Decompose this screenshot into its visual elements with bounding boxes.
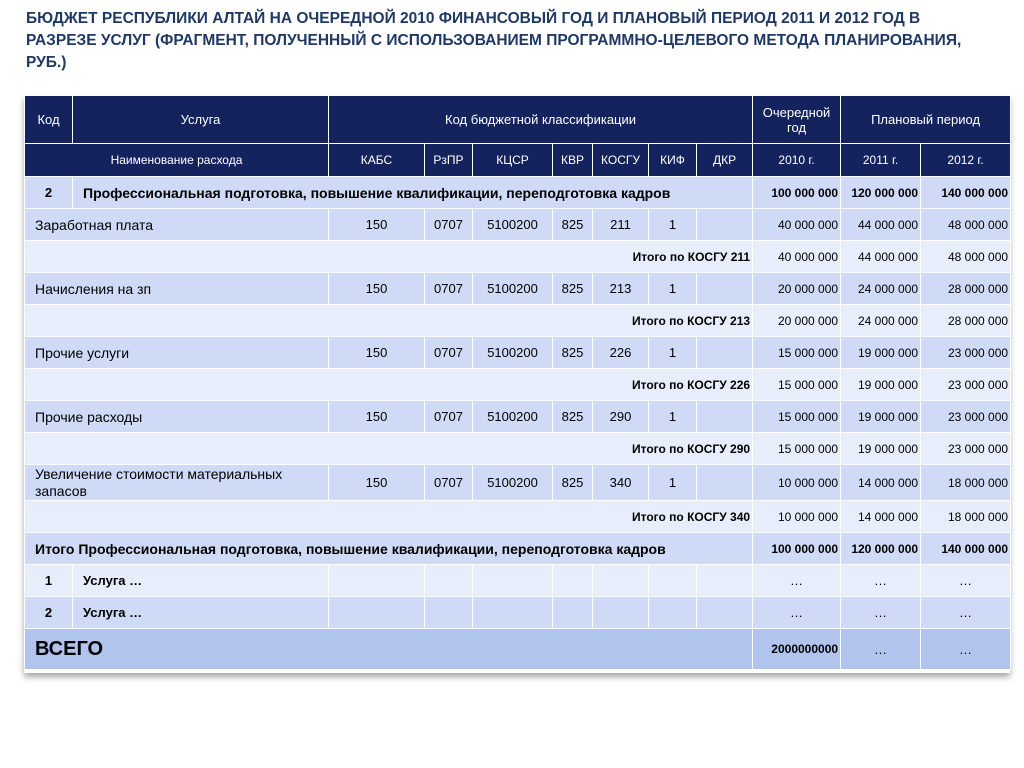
subtotal-2010: 20 000 000 (753, 305, 841, 337)
subtotal-row (25, 305, 1011, 337)
table-row (25, 401, 1011, 433)
item-2011: 19 000 000 (841, 337, 921, 369)
subtotal-2012: 48 000 000 (921, 241, 1011, 273)
item-rzpr: 0707 (425, 401, 473, 433)
header-2010: 2010 г. (753, 144, 841, 177)
service-total-2011: 120 000 000 (841, 533, 921, 565)
item-kosgu: 340 (593, 465, 649, 501)
grand-total-2012: … (921, 629, 1011, 670)
item-kif: 1 (649, 401, 697, 433)
subtotal-2010: 15 000 000 (753, 369, 841, 401)
header-dkr: ДКР (697, 144, 753, 177)
subtotal-row (25, 433, 1011, 465)
item-2011: 24 000 000 (841, 273, 921, 305)
table-row (25, 209, 1011, 241)
grand-total-2010: 2000000000 (753, 629, 841, 670)
item-kcsr: 5100200 (473, 401, 553, 433)
subtotal-label: Итого по КОСГУ 213 (25, 305, 753, 337)
item-2010: 20 000 000 (753, 273, 841, 305)
header-usluga: Услуга (73, 96, 329, 144)
header-kvr: КВР (553, 144, 593, 177)
item-name: Заработная плата (25, 209, 329, 241)
header-kod: Код (25, 96, 73, 144)
item-kabs: 150 (329, 209, 425, 241)
service-row (25, 177, 1011, 209)
service-total-row (25, 533, 1011, 565)
subtotal-2011: 19 000 000 (841, 369, 921, 401)
subtotal-2012: 28 000 000 (921, 305, 1011, 337)
subtotal-2011: 44 000 000 (841, 241, 921, 273)
empty-cell (593, 597, 649, 629)
item-kvr: 825 (553, 465, 593, 501)
budget-table (24, 95, 1011, 670)
page-title: БЮДЖЕТ РЕСПУБЛИКИ АЛТАЙ НА ОЧЕРЕДНОЙ 2010 ФИНАНСОВЫЙ ГОД И ПЛАНОВЫЙ ПЕРИОД 2011 И 2012 ГОД В РАЗРЕЗЕ УСЛУГ (ФРАГМЕНТ, ПОЛУЧЕННЫЙ С ИСПОЛЬЗОВАНИЕМ ПРОГРАММНО-ЦЕЛЕВОГО МЕТОДА ПЛАНИРОВАНИЯ, РУБ.) (26, 10, 962, 71)
empty-cell (329, 597, 425, 629)
header-kosgu: КОСГУ (593, 144, 649, 177)
item-kcsr: 5100200 (473, 273, 553, 305)
item-kvr: 825 (553, 209, 593, 241)
item-2012: 48 000 000 (921, 209, 1011, 241)
subtotal-2010: 15 000 000 (753, 433, 841, 465)
other-service-2012: … (921, 565, 1011, 597)
other-service-2011: … (841, 597, 921, 629)
item-kosgu: 290 (593, 401, 649, 433)
item-2011: 19 000 000 (841, 401, 921, 433)
item-kif: 1 (649, 209, 697, 241)
empty-cell (473, 597, 553, 629)
service-total-label: Итого Профессиональная подготовка, повышение квалификации, переподготовка кадров (25, 533, 753, 565)
item-kif: 1 (649, 465, 697, 501)
item-2010: 40 000 000 (753, 209, 841, 241)
item-dkr (697, 337, 753, 369)
other-service-code: 1 (25, 565, 73, 597)
item-2011: 44 000 000 (841, 209, 921, 241)
other-service-row (25, 597, 1011, 629)
other-service-2012: … (921, 597, 1011, 629)
header-ocherednoy: Очередной год (753, 96, 841, 144)
empty-cell (697, 597, 753, 629)
empty-cell (649, 565, 697, 597)
item-kabs: 150 (329, 337, 425, 369)
subtotal-2010: 40 000 000 (753, 241, 841, 273)
item-rzpr: 0707 (425, 465, 473, 501)
empty-cell (553, 597, 593, 629)
item-2012: 28 000 000 (921, 273, 1011, 305)
grand-total-row (25, 629, 1011, 670)
service-2011: 120 000 000 (841, 177, 921, 209)
item-dkr (697, 465, 753, 501)
item-2010: 10 000 000 (753, 465, 841, 501)
item-dkr (697, 209, 753, 241)
item-name: Увеличение стоимости материальных запасов (25, 465, 329, 501)
subtotal-row (25, 241, 1011, 273)
item-kosgu: 211 (593, 209, 649, 241)
other-service-2010: … (753, 597, 841, 629)
subtotal-label: Итого по КОСГУ 226 (25, 369, 753, 401)
other-service-2010: … (753, 565, 841, 597)
header-rzpr: РзПР (425, 144, 473, 177)
service-total-2010: 100 000 000 (753, 533, 841, 565)
header-row-2 (25, 144, 1011, 177)
empty-cell (425, 565, 473, 597)
grand-total-label: ВСЕГО (25, 629, 753, 670)
header-kcsr: КЦСР (473, 144, 553, 177)
empty-cell (473, 565, 553, 597)
item-2012: 23 000 000 (921, 337, 1011, 369)
item-2012: 18 000 000 (921, 465, 1011, 501)
subtotal-2010: 10 000 000 (753, 501, 841, 533)
item-kvr: 825 (553, 273, 593, 305)
subtotal-2011: 19 000 000 (841, 433, 921, 465)
item-dkr (697, 273, 753, 305)
empty-cell (329, 565, 425, 597)
empty-cell (593, 565, 649, 597)
subtotal-label: Итого по КОСГУ 340 (25, 501, 753, 533)
service-name: Профессиональная подготовка, повышение квалификации, переподготовка кадров (73, 177, 753, 209)
header-kif: КИФ (649, 144, 697, 177)
item-kcsr: 5100200 (473, 465, 553, 501)
item-dkr (697, 401, 753, 433)
item-kcsr: 5100200 (473, 337, 553, 369)
empty-cell (649, 597, 697, 629)
subtotal-label: Итого по КОСГУ 211 (25, 241, 753, 273)
service-2012: 140 000 000 (921, 177, 1011, 209)
item-rzpr: 0707 (425, 209, 473, 241)
item-name: Прочие услуги (25, 337, 329, 369)
subtotal-row (25, 501, 1011, 533)
other-service-2011: … (841, 565, 921, 597)
table-row (25, 465, 1011, 501)
header-2012: 2012 г. (921, 144, 1011, 177)
item-2012: 23 000 000 (921, 401, 1011, 433)
grand-total-2011: … (841, 629, 921, 670)
table-row (25, 273, 1011, 305)
item-kosgu: 226 (593, 337, 649, 369)
other-service-name: Услуга … (73, 597, 329, 629)
other-service-code: 2 (25, 597, 73, 629)
subtotal-2012: 23 000 000 (921, 369, 1011, 401)
header-row-1 (25, 96, 1011, 144)
item-kif: 1 (649, 273, 697, 305)
other-service-name: Услуга … (73, 565, 329, 597)
empty-cell (425, 597, 473, 629)
item-rzpr: 0707 (425, 337, 473, 369)
header-kabs: КАБС (329, 144, 425, 177)
item-rzpr: 0707 (425, 273, 473, 305)
subtotal-2011: 24 000 000 (841, 305, 921, 337)
header-planovy: Плановый период (841, 96, 1011, 144)
budget-table-wrapper (24, 95, 1010, 673)
item-2010: 15 000 000 (753, 401, 841, 433)
header-kbk: Код бюджетной классификации (329, 96, 753, 144)
header-naim: Наименование расхода (25, 144, 329, 177)
subtotal-label: Итого по КОСГУ 290 (25, 433, 753, 465)
item-kvr: 825 (553, 337, 593, 369)
item-kvr: 825 (553, 401, 593, 433)
item-name: Начисления на зп (25, 273, 329, 305)
item-kif: 1 (649, 337, 697, 369)
empty-cell (553, 565, 593, 597)
service-2010: 100 000 000 (753, 177, 841, 209)
item-name: Прочие расходы (25, 401, 329, 433)
item-kabs: 150 (329, 465, 425, 501)
service-code: 2 (25, 177, 73, 209)
item-2011: 14 000 000 (841, 465, 921, 501)
item-kcsr: 5100200 (473, 209, 553, 241)
empty-cell (697, 565, 753, 597)
table-row (25, 337, 1011, 369)
subtotal-2012: 18 000 000 (921, 501, 1011, 533)
subtotal-2012: 23 000 000 (921, 433, 1011, 465)
subtotal-row (25, 369, 1011, 401)
service-total-2012: 140 000 000 (921, 533, 1011, 565)
item-kabs: 150 (329, 401, 425, 433)
item-kosgu: 213 (593, 273, 649, 305)
item-2010: 15 000 000 (753, 337, 841, 369)
header-2011: 2011 г. (841, 144, 921, 177)
item-kabs: 150 (329, 273, 425, 305)
subtotal-2011: 14 000 000 (841, 501, 921, 533)
other-service-row (25, 565, 1011, 597)
